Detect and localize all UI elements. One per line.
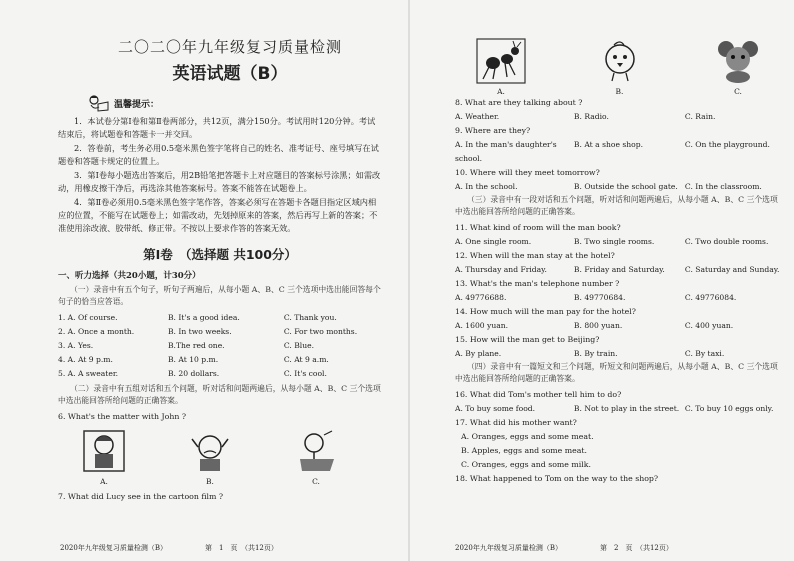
option-c: C. For two months. xyxy=(283,327,358,336)
ant-icon xyxy=(475,37,527,85)
footer-page-2: 第 2 页 （共12页） xyxy=(600,544,673,552)
tips-heading-text: 温馨提示： xyxy=(114,99,160,110)
option-c: C. On the playground. xyxy=(684,140,770,149)
option-c: C. It's cool. xyxy=(283,369,327,378)
option-c: C. Blue. xyxy=(283,341,315,350)
option-b: B. 20 dollars. xyxy=(167,369,220,378)
q7-picture-b xyxy=(594,37,646,96)
question-12: 12. When will the man stay at the hotel? xyxy=(455,251,615,260)
tip-2: 2．答卷前，考生务必用0.5毫米黑色签字笔将自己的姓名、准考证号、座号填写在试题卷和答题卡规定的位置上。 xyxy=(58,143,379,166)
reading-child-icon xyxy=(88,94,110,112)
question-11: 11. What kind of room will the man book? xyxy=(455,223,621,232)
instruction-4: （四）录音中有一篇短文和三个问题，听短文和问题两遍后，从每小题 A、B、C 三个选项中选出能回答所给问题的正确答案。 xyxy=(455,362,778,383)
option-c: C. Rain. xyxy=(684,112,716,121)
question-14-options xyxy=(455,319,784,333)
question-15-options xyxy=(455,347,784,361)
picture-label-a: A. xyxy=(100,477,108,486)
question-16-options xyxy=(455,402,784,416)
part-title: 一、听力选择（共20小题，计30分） xyxy=(58,271,201,281)
option-b: B. 49770684. xyxy=(573,293,626,302)
option-b: B. At 10 p.m. xyxy=(167,355,219,364)
question-6: 6. What's the matter with John ? xyxy=(58,412,187,421)
option-a: A. Weather. xyxy=(455,112,500,121)
question-16: 16. What did Tom's mother tell him to do? xyxy=(455,390,622,399)
question-row-3 xyxy=(58,339,382,353)
question-11-options xyxy=(455,235,784,249)
question-7: 7. What did Lucy see in the cartoon film ? xyxy=(58,492,224,501)
q7-picture-a xyxy=(475,37,527,96)
page-2 xyxy=(415,0,794,561)
footer-exam-name-1: 2020年九年级复习质量检测（B） xyxy=(60,544,167,552)
option-b: B.The red one. xyxy=(167,341,225,350)
option-a: 1. A. Of course. xyxy=(58,313,118,322)
tip-4: 4．第Ⅱ卷必须用0.5毫米黑色签字笔作答，答案必须写在答题卡各题目指定区域内相应的位置，不能写在试题卷上；如需改动，先划掉原来的答案，然后再写上新的答案；不准使用涂改液、胶带纸、修正带。不按以上要求作答的答案无效。 xyxy=(58,197,378,233)
footer-exam-name-2: 2020年九年级复习质量检测（B） xyxy=(455,544,562,552)
question-10-options xyxy=(455,180,784,194)
option-c: C. To buy 10 eggs only. xyxy=(684,404,774,413)
exam-year-title: 二〇二〇年九年级复习质量检测 xyxy=(117,38,342,56)
option-a: A. In the school. xyxy=(455,182,518,191)
q7-pictures xyxy=(455,37,784,96)
option-a: A. 1600 yuan. xyxy=(455,321,509,330)
q6-pictures xyxy=(58,427,382,486)
option-a: A. To buy some food. xyxy=(455,404,536,413)
question-8-options xyxy=(455,110,784,124)
q6-picture-b xyxy=(184,427,236,486)
picture-label-b: B. xyxy=(615,87,624,96)
option-a: A. Thursday and Friday. xyxy=(455,265,547,274)
option-c: C. 49776084. xyxy=(684,293,737,302)
option-b: B. It's a good idea. xyxy=(167,313,240,322)
question-17-option-c: C. Oranges, eggs and some milk. xyxy=(461,460,591,469)
question-14: 14. How much will the man pay for the hotel? xyxy=(455,307,636,316)
option-c: C. Thank you. xyxy=(283,313,337,322)
bird-icon xyxy=(594,37,646,85)
question-12-options xyxy=(455,263,784,277)
question-row-5 xyxy=(58,367,382,381)
question-row-2 xyxy=(58,325,382,339)
option-c: C. By taxi. xyxy=(684,349,725,358)
footer-page-1: 第 1 页 （共12页） xyxy=(205,544,278,552)
option-a: A. By plane. xyxy=(455,349,502,358)
option-b: B. Two single rooms. xyxy=(573,237,655,246)
option-c: C. 400 yuan. xyxy=(684,321,734,330)
option-a: 2. A. Once a month. xyxy=(58,327,135,336)
option-b: B. By train. xyxy=(573,349,618,358)
option-a: A. In the man's daughter's school. xyxy=(455,140,557,163)
boy-headache-icon xyxy=(184,427,236,475)
option-a: A. One single room. xyxy=(455,237,532,246)
question-9: 9. Where are they? xyxy=(455,126,531,135)
page-divider xyxy=(408,0,410,561)
option-b: B. Radio. xyxy=(573,112,609,121)
q6-picture-c xyxy=(290,427,342,486)
instruction-2: （二）录音中有五组对话和五个问题，听对话和问题两遍后，从每小题 A、B、C 三个选项中选出能回答所给问题的正确答案。 xyxy=(58,384,381,405)
question-15: 15. How will the man get to Beijing? xyxy=(455,335,600,344)
question-10: 10. Where will they meet tomorrow? xyxy=(455,168,600,177)
question-row-1 xyxy=(58,311,382,325)
mouse-icon xyxy=(712,37,764,85)
boy-fever-icon xyxy=(290,427,342,475)
option-b: B. Outside the school gate. xyxy=(573,182,678,191)
question-9-options xyxy=(455,138,784,166)
tips-heading xyxy=(88,94,382,112)
option-a: 3. A. Yes. xyxy=(58,341,94,350)
q6-picture-a xyxy=(78,427,130,486)
option-c: C. Two double rooms. xyxy=(684,237,769,246)
picture-label-b: B. xyxy=(206,477,214,486)
option-a: A. 49776688. xyxy=(455,293,507,302)
question-18: 18. What happened to Tom on the way to the shop? xyxy=(455,474,659,483)
section-title: 第Ⅰ卷 （选择题 共100分） xyxy=(143,247,297,262)
option-c: C. In the classroom. xyxy=(684,182,762,191)
option-a: 5. A. A sweater. xyxy=(58,369,119,378)
picture-label-c: C. xyxy=(734,87,742,96)
question-8: 8. What are they talking about ? xyxy=(455,98,583,107)
sick-boy-toothache-icon xyxy=(78,427,130,475)
instruction-1: （一）录音中有五个句子，听句子两遍后，从每小题 A、B、C 三个选项中选出能回答每个句子的恰当应答语。 xyxy=(58,285,381,306)
q7-picture-c xyxy=(712,37,764,96)
option-a: 4. A. At 9 p.m. xyxy=(58,355,113,364)
tip-3: 3．第Ⅰ卷每小题选出答案后，用2B铅笔把答题卡上对应题目的答案标号涂黑；如需改动，用橡皮擦干净后，再选涂其他答案标号。答案不能答在试题卷上。 xyxy=(58,170,381,193)
question-13-options xyxy=(455,291,784,305)
question-17-option-b: B. Apples, eggs and some meat. xyxy=(461,446,588,455)
tip-1: 1．本试卷分第Ⅰ卷和第Ⅱ卷两部分，共12页，满分150分。考试用时120分钟。考试结束后，将试题卷和答题卡一并交回。 xyxy=(58,116,376,139)
option-b: B. In two weeks. xyxy=(167,327,232,336)
option-b: B. Not to play in the street. xyxy=(573,404,680,413)
instruction-3: （三）录音中有一段对话和五个问题，听对话和问题两遍后，从每小题 A、B、C 三个选项中选出能回答所给问题的正确答案。 xyxy=(455,195,778,216)
question-17: 17. What did his mother want? xyxy=(455,418,577,427)
question-17-option-a: A. Oranges, eggs and some meat. xyxy=(461,432,594,441)
question-row-4 xyxy=(58,353,382,367)
picture-label-c: C. xyxy=(312,477,320,486)
option-b: B. 800 yuan. xyxy=(573,321,623,330)
question-13: 13. What's the man's telephone number ? xyxy=(455,279,620,288)
picture-label-a: A. xyxy=(497,87,505,96)
option-c: C. At 9 a.m. xyxy=(283,355,329,364)
option-c: C. Saturday and Sunday. xyxy=(684,265,780,274)
option-b: B. Friday and Saturday. xyxy=(573,265,665,274)
exam-main-title: 英语试题（B） xyxy=(172,64,288,84)
option-b: B. At a shoe shop. xyxy=(573,140,643,149)
